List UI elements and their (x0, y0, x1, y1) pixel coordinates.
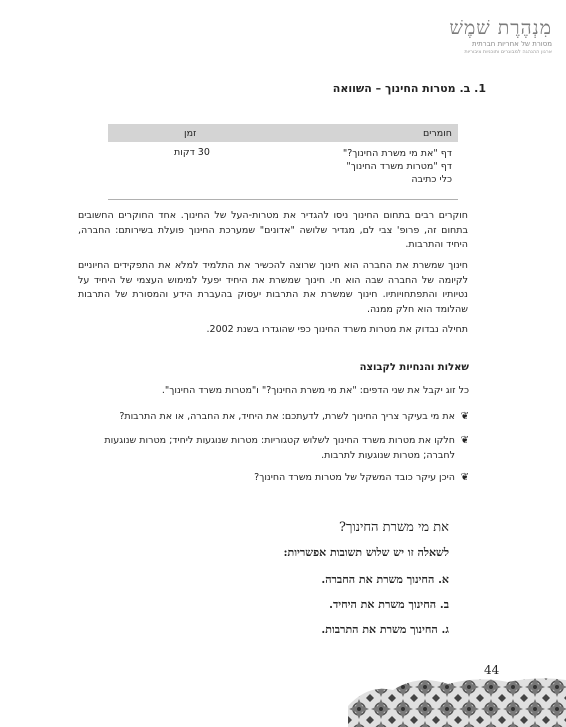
logo-tagline: ארגון ההנהגה למבוגרים ותוכניות ציבוריות (464, 49, 552, 55)
page-number: 44 (484, 663, 500, 677)
list-item-text: חלקו את מטרות משרד החינוך לשלוש קטגוריות: מטרות שנוגעות ליחיד; מטרות שנוגעות לחברה; מטרות שנוגעות לתרבות. (104, 435, 455, 461)
bullet-icon: ❦ (460, 472, 469, 483)
material-item: כלי כתיבה (411, 174, 452, 185)
logo-title: מִנְהֶרֶת שׁמֶשׁ (449, 17, 552, 39)
header-time: זמן (184, 127, 197, 139)
paragraph: תחילה נבדוק את מטרות משרד החינוך כפי שהוגדרו בשנת 2002. (206, 324, 468, 335)
list-item (89, 471, 469, 486)
list-item (89, 434, 469, 463)
list-item-text: היכן עיקר כובד המשקל של מטרות משרד החינוך? (254, 472, 455, 483)
handout-option: ג. החינוך משרת את התרבות. (321, 623, 449, 636)
list-item (89, 410, 469, 425)
bullet-icon: ❦ (460, 411, 469, 422)
handout-intro: לשאלה זו יש שלוש תשובות אפשריות: (283, 546, 449, 559)
materials-cell (343, 147, 452, 186)
logo (430, 17, 552, 56)
time-cell: 30 דקות (174, 147, 210, 158)
handout-title: את מי משרת החינוך? (339, 520, 449, 535)
handout-option: ב. החינוך משרת את היחיד. (329, 598, 449, 611)
table-divider (108, 199, 458, 200)
paragraph: חינוך שמשרת את החברה הוא חינוך שרוצה להכשיר את התלמיד למלא את התפקידים החיוניים לקיומה של החברה שבה הוא חי. חינוך שמשרת את היחיד יפעל למימוש העצמי של היחיד על נטיותיו והתפתחויותיו. חינוך שמשרת את התרבות יעסוק בהעברת הידע והמסורת של התרבות שהלומד הוא חלק ממנה. (78, 260, 468, 315)
table-header (108, 124, 458, 142)
material-item: דף "את מי משרת החינוך?" (342, 148, 452, 159)
questions-heading: שאלות והנחיות לקבוצה (359, 362, 469, 373)
materials-table (108, 124, 458, 186)
logo-subtitle: מסורת של אחריות חברתית (472, 40, 552, 48)
bullet-icon: ❦ (460, 435, 469, 446)
header-materials: חומרים (422, 127, 452, 139)
handout-option: א. החינוך משרת את החברה. (321, 573, 449, 586)
table-row (108, 142, 458, 186)
section-heading: 1. ב. מטרות החינוך – השוואה (332, 82, 486, 95)
questions-intro: כל זוג יקבל את שני הדפים: "את מי משרת החינוך?" ו"מטרות משרד החינוך". (161, 385, 469, 396)
list-item-text: את מי בעיקר צריך החינוך לשרת, לדעתכם: את היחיד, את החברה, או את התרבות? (119, 411, 455, 422)
material-item: דף "מטרות משרד החינוך" (346, 161, 452, 172)
paragraph: חוקרים רבים בתחום החינוך ניסו להגדיר את מטרות-העל של החינוך. אחד החוקרים החשובים בתחום זה, פרופ' צבי לם, מגדיר שלושה "אדונים" שמערכת החינוך פועלת בשירותם: החברה, היחיד והתרבות. (78, 210, 468, 250)
decorative-ornament (348, 676, 566, 727)
